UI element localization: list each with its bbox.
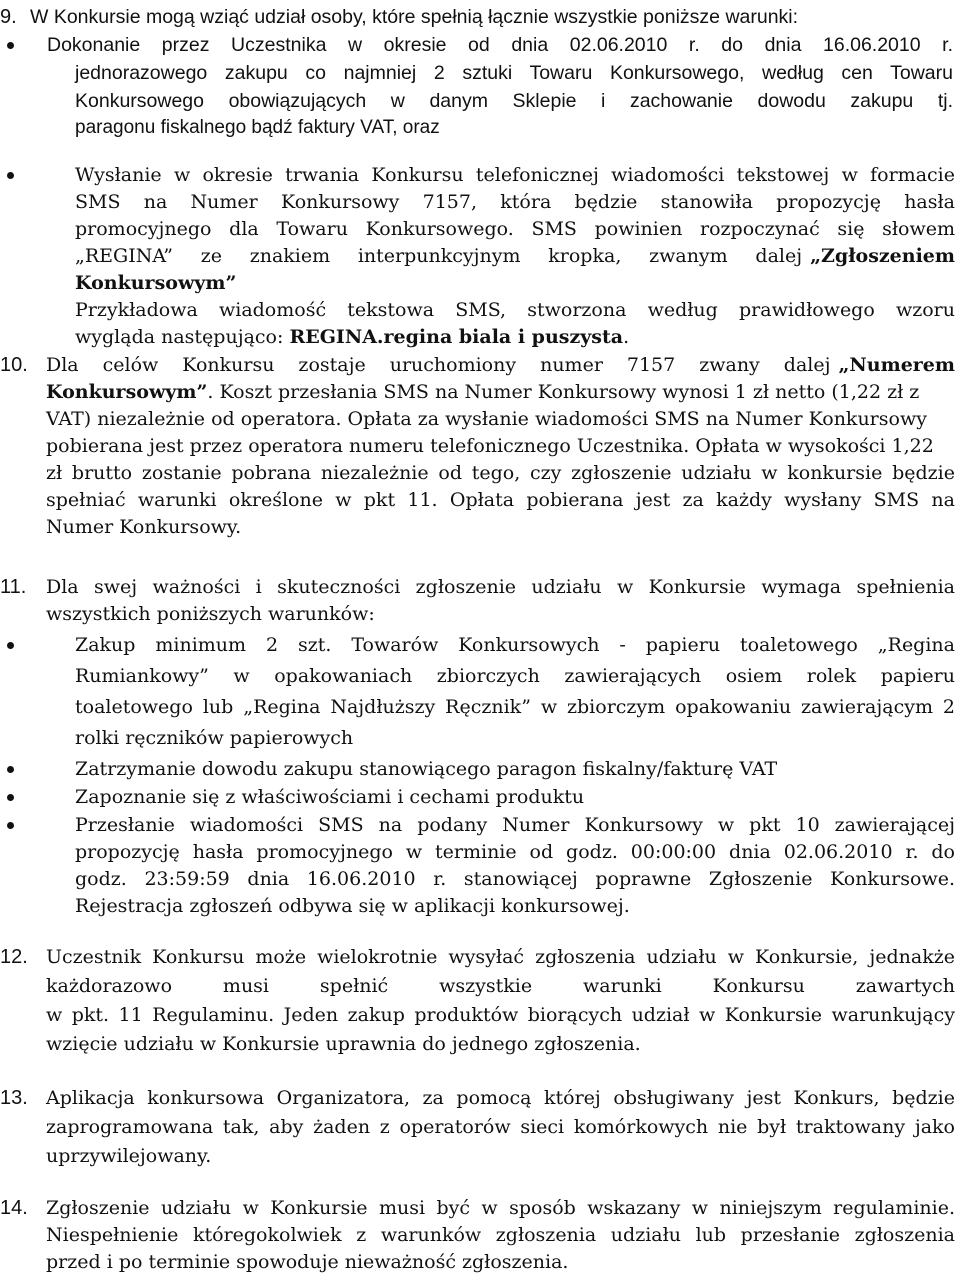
paragraph-line <box>46 352 955 379</box>
paragraph-line: Zgłoszenie udziału w Konkursie musi być w sposób wskazany w niniejszym regulaminie. <box>46 1197 955 1219</box>
section-number: 13. <box>0 1087 28 1109</box>
section-number: 12. <box>0 946 28 968</box>
paragraph-line: Wysłanie w okresie trwania Konkursu telefonicznej wiadomości tekstowej w formacie <box>75 164 955 186</box>
text-run: Dla celów Konkursu zostaje uruchomiony numer 7157 zwany dalej <box>46 354 831 376</box>
term-emphasis: „Numerem <box>838 354 955 376</box>
paragraph-line: toaletowego lub „Regina Najdłuższy Ręcznik” w zbiorczym opakowaniu zawierającym 2 <box>75 696 955 718</box>
paragraph-line <box>46 379 919 406</box>
paragraph-line: Przykładowa wiadomość tekstowa SMS, stworzona według prawidłowego wzoru <box>75 299 955 321</box>
bullet-icon <box>6 812 16 839</box>
paragraph-line: Aplikacja konkursowa Organizatora, za pomocą której obsługiwany jest Konkurs, będzie <box>46 1087 955 1109</box>
term-emphasis: Konkursowym” <box>46 381 208 403</box>
paragraph-line: spełniać warunki określone w pkt 11. Opłata pobierana jest za każdy wysłany SMS na <box>46 489 955 511</box>
paragraph-line: promocyjnego dla Towaru Konkursowego. SMS powinien rozpoczynać się słowem <box>75 218 955 240</box>
paragraph-line: Zatrzymanie dowodu zakupu stanowiącego paragon fiskalny/fakturę VAT <box>75 758 778 780</box>
paragraph-line: Dla swej ważności i skuteczności zgłoszenie udziału w Konkursie wymaga spełnienia <box>46 576 955 598</box>
paragraph-line: Dokonanie przez Uczestnika w okresie od dnia 02.06.2010 r. do dnia 16.06.2010 r. <box>47 34 953 56</box>
text-run: wygląda następująco: <box>75 326 290 348</box>
paragraph-line: W Konkursie mogą wziąć udział osoby, które spełnią łącznie wszystkie poniższe warunki: <box>30 6 799 28</box>
paragraph-line: zł brutto zostanie pobrana niezależnie od tego, czy zgłoszenie udziału w konkursie będzie <box>46 462 955 484</box>
paragraph-line: Uczestnik Konkursu może wielokrotnie wysyłać zgłoszenia udziału w Konkursie, jednakże <box>46 946 955 968</box>
bullet-icon <box>6 784 16 811</box>
bullet-icon <box>6 632 16 659</box>
bullet-icon <box>6 162 16 189</box>
paragraph-line: wzięcie udziału w Konkursie uprawnia do jednego zgłoszenia. <box>46 1033 641 1055</box>
paragraph-line: Numer Konkursowy. <box>46 516 242 538</box>
paragraph-line: Rejestracja zgłoszeń odbywa się w aplikacji konkursowej. <box>75 895 630 917</box>
paragraph-line: VAT) niezależnie od operatora. Opłata za wysłanie wiadomości SMS na Numer Konkursowy <box>46 408 927 430</box>
paragraph-line: paragonu fiskalnego bądź faktury VAT, oraz <box>75 117 440 138</box>
term-emphasis: „Zgłoszeniem <box>810 245 955 267</box>
paragraph-line: Rumiankowy” w opakowaniach zbiorczych zawierających osiem rolek papieru <box>75 665 955 687</box>
paragraph-line: jednorazowego zakupu co najmniej 2 sztuki Towaru Konkursowego, według cen Towaru <box>75 62 953 84</box>
paragraph-line <box>75 270 236 297</box>
bullet-icon <box>6 32 16 59</box>
paragraph-line: Zapoznanie się z właściwościami i cechami produktu <box>75 786 585 808</box>
section-number: 14. <box>0 1197 28 1219</box>
sms-example: REGINA.regina biala i puszysta <box>289 326 624 348</box>
paragraph-line: pobierana jest przez operatora numeru telefonicznego Uczestnika. Opłata w wysokości 1,22 <box>46 435 934 457</box>
paragraph-line: godz. 23:59:59 dnia 16.06.2010 r. stanowiącej poprawne Zgłoszenie Konkursowe. <box>75 868 955 890</box>
paragraph-line: rolki ręczników papierowych <box>75 727 354 749</box>
text-run: . <box>623 326 630 348</box>
section-number: 9. <box>0 6 17 28</box>
paragraph-line <box>75 243 955 270</box>
paragraph-line: wszystkich poniższych warunków: <box>46 603 375 625</box>
paragraph-line: propozycję hasła promocyjnego w terminie od godz. 00:00:00 dnia 02.06.2010 r. do <box>75 841 955 863</box>
section-number: 10. <box>0 354 28 376</box>
text-run: „REGINA” ze znakiem interpunkcyjnym kropka, zwanym dalej <box>75 245 803 267</box>
paragraph-line: SMS na Numer Konkursowy 7157, która będzie stanowiła propozycję hasła <box>75 191 955 213</box>
paragraph-line: w pkt. 11 Regulaminu. Jeden zakup produktów biorących udział w Konkursie warunkujący <box>46 1004 955 1026</box>
paragraph-line: Zakup minimum 2 szt. Towarów Konkursowych - papieru toaletowego „Regina <box>75 634 955 656</box>
paragraph-line: Konkursowego obowiązujących w danym Sklepie i zachowanie dowodu zakupu tj. <box>75 90 953 112</box>
paragraph-line: zaprogramowana tak, aby żaden z operatorów sieci komórkowych nie był traktowany jako <box>46 1116 955 1138</box>
paragraph-line: Przesłanie wiadomości SMS na podany Numer Konkursowy w pkt 10 zawierającej <box>75 814 955 836</box>
paragraph-line: uprzywilejowany. <box>46 1145 212 1167</box>
section-number: 11. <box>0 576 27 598</box>
paragraph-line: Niespełnienie któregokolwiek z warunków zgłoszenia udziału lub przesłanie zgłoszenia <box>46 1224 955 1246</box>
bullet-icon <box>6 756 16 783</box>
paragraph-line: przed i po terminie spowoduje nieważność zgłoszenia. <box>46 1251 569 1273</box>
paragraph-line: każdorazowo musi spełnić wszystkie warunki Konkursu zawartych <box>46 975 955 997</box>
term-emphasis: Konkursowym” <box>75 272 237 294</box>
text-run: . Koszt przesłania SMS na Numer Konkursowy wynosi 1 zł netto (1,22 zł z <box>207 381 920 403</box>
paragraph-line <box>75 324 629 351</box>
